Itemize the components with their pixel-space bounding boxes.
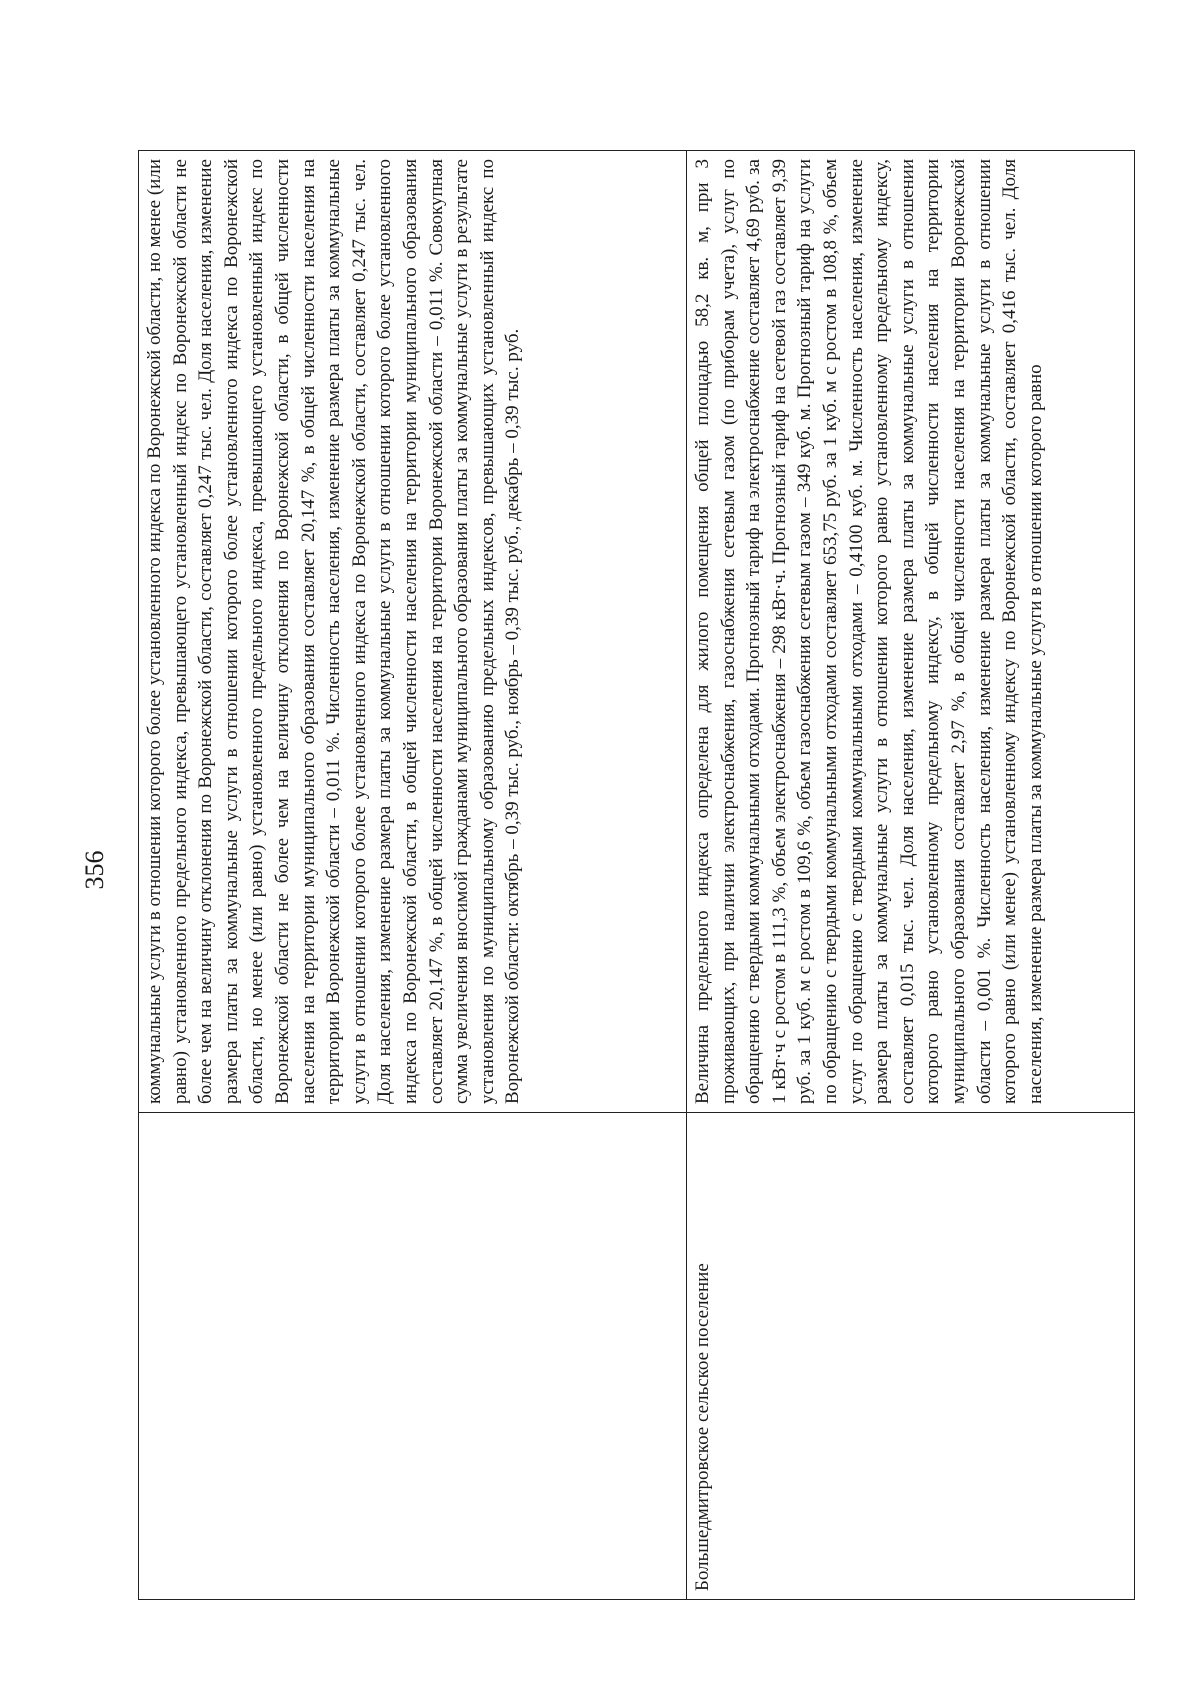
municipal-index-table [138, 150, 1135, 1600]
table-row [687, 151, 1135, 1600]
page-number: 356 [80, 850, 109, 890]
table-row [139, 151, 687, 1600]
index-description-cell: Величина предельного индекса определена для жилого помещения общей площадью 58,2 кв. м, при 3 проживающих, при наличии электроснабжения, газоснабжения сетевым газом (по приборам учета), услуг по обращению с твердыми коммунальными отходами. Прогнозный тариф на электроснабжение составляет 4,69 руб. за 1 кВт·ч с ростом в 111,3 %, объем электроснабжения – 298 кВт·ч. Прогнозный тариф на сетевой газ составляет 9,39 руб. за 1 куб. м с ростом в 109,6 %, объем газоснабжения сетевым газом – 349 куб. м. Прогнозный тариф на услуги по обращению с твердыми коммунальными отходами составляет 653,75 руб. за 1 куб. м с ростом в 108,8 %, объем услуг по обращению с твердыми коммунальными отходами – 0,4100 куб. м. Численность населения, изменение размера платы за коммунальные услуги в отношении которого равно установленному предельному индексу, составляет 0,015 тыс. чел. Доля населения, изменение размера платы за коммунальные услуги в отношении которого равно установленному предельному индексу, в общей численности населения на территории муниципального образования составляет 2,97 %, в общей численности населения на территории Воронежской области – 0,001 %. Численность населения, изменение размера платы за коммунальные услуги в отношении которого равно (или менее) установленному индексу по Воронежской области, составляет 0,416 тыс. чел. Доля населения, изменение размера платы за коммунальные услуги в отношении которого равно [687, 151, 1135, 1113]
index-description-cell: коммунальные услуги в отношении которого более установленного индекса по Воронежской области, но менее (или равно) установленного предельного индекса, превышающего установленный индекс по Воронежской области не более чем на величину отклонения по Воронежской области, составляет 0,247 тыс. чел. Доля населения, изменение размера платы за коммунальные услуги в отношении которого более установленного индекса по Воронежской области, но менее (или равно) установленного предельного индекса, превышающего установленный индекс по Воронежской области не более чем на величину отклонения по Воронежской области, в общей численности населения на территории муниципального образования составляет 20,147 %, в общей численности населения на территории Воронежской области – 0,011 %. Численность населения, изменение размера платы за коммунальные услуги в отношении которого более установленного индекса по Воронежской области, составляет 0,247 тыс. чел. Доля населения, изменение размера платы за коммунальные услуги в отношении которого более установленного индекса по Воронежской области, в общей численности населения на территории муниципального образования составляет 20,147 %, в общей численности населения на территории Воронежской области – 0,011 %. Совокупная сумма увеличения вносимой гражданами муниципального образования платы за коммунальные услуги в результате установления по муниципальному образованию предельных индексов, превышающих установленный индекс по Воронежской области: октябрь – 0,39 тыс. руб., ноябрь – 0,39 тыс. руб., декабрь – 0,39 тыс. руб. [139, 151, 687, 1113]
municipality-name-cell [139, 1113, 687, 1600]
rotated-page-content [80, 40, 1180, 1700]
municipality-name-cell: Большедмитровское сельское поселение [687, 1113, 1135, 1600]
